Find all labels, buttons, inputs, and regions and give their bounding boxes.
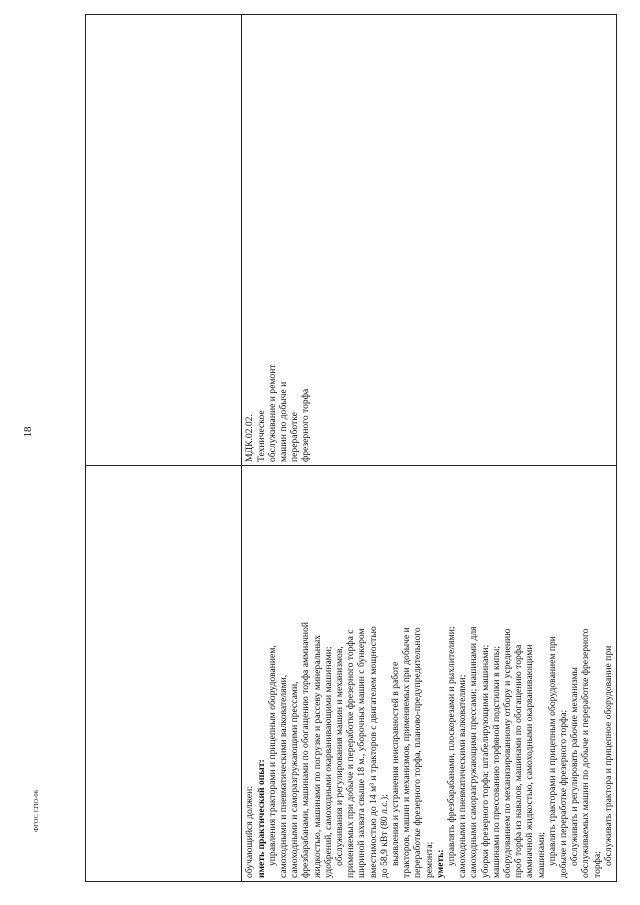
content-line: шириной захвата свыше 18 м., уборочных машин с бункером (356, 628, 368, 878)
cell-content (242, 466, 617, 882)
skills-heading: уметь: (434, 849, 446, 878)
content-line: до 58,9 кВт (80 л.с.); (378, 794, 390, 878)
content-line: оборудованием по механизированному отбору и усреднению (501, 628, 513, 878)
rotated-table-page (85, 14, 617, 882)
content-line: обслуживать и регулировать рабочие механизмы (569, 667, 581, 866)
cell-module (242, 15, 617, 466)
practice-heading: иметь практический опыт: (255, 759, 267, 878)
content-line: обслуживаемых машин по добыче и переработке фрезерного (580, 628, 592, 878)
lead-text: обучающийся должен: (244, 786, 256, 878)
content-line: жидкостью, машинами по погрузке и рассеву минеральных (311, 634, 323, 878)
cell-empty-top-right (86, 15, 242, 466)
content-line: переработке фрезерного торфа, планово-предупредительного (412, 627, 424, 878)
content-line: обслуживания и регулирования машин и механизмов, (333, 646, 345, 866)
content-line: применяемых при добыче и переработке фрезерного торфа с (345, 629, 357, 878)
table-row (86, 15, 242, 882)
content-line: уборки фрезерного торфа; штабелирующими машинами; (479, 644, 491, 878)
content-line: машинами; (535, 831, 547, 878)
page-number: 18 (22, 426, 34, 438)
practice-list (267, 469, 435, 878)
table-row (242, 15, 617, 882)
cell-empty-top (86, 466, 242, 882)
content-line: торфа; (591, 851, 603, 878)
module-title-line: фрезерного торфа (300, 388, 312, 462)
content-line: самоходными и пневматическими валкователями, (277, 674, 289, 878)
skills-list (446, 469, 614, 878)
module-title-line: Техническое (255, 410, 267, 462)
competency-table (85, 14, 617, 882)
module-title-line: обслуживание и ремонт (266, 364, 278, 462)
module-title (256, 18, 312, 462)
content-line: тракторов, машин и механизмов, применяемых при добыче и (401, 627, 413, 878)
content-line: ремонта; (423, 841, 435, 878)
content-line: фрезбарабанами, машинами по обогащению торфа аммиачной (300, 622, 312, 878)
content-line: управлять тракторами и прицепным оборудованием при (546, 636, 558, 866)
content-line: самоходными и пневматическими валкователями; (457, 674, 469, 878)
content-line: проб торфа из навалов, машинами по обогащению торфа (513, 644, 525, 878)
footer-code: ФГОС СПО-06 (33, 790, 40, 832)
content-line: управлять фрезбарабанами, плоскорезами и рыхлителями; (445, 626, 457, 866)
content-line: аммиачной жидкостью, самоходными окарванивающими (524, 644, 536, 878)
content-line: выявления и устранения неисправностей в работе (389, 661, 401, 866)
module-code: МДК.02.02. (244, 414, 256, 462)
content-line: удобрений, самоходными окарванивающими машинами; (322, 646, 334, 878)
module-title-line: переработке (289, 412, 301, 462)
content-line: самоходными и саморазгружающими прессами, (289, 681, 301, 878)
content-line: вместимостью до 14 м³ и тракторов с двигателем мощностью (367, 626, 379, 878)
content-line: добыче и переработке фрезерного торфа; (557, 709, 569, 878)
content-line: самоходными саморазгружающими прессами; машинами для (468, 626, 480, 878)
content-line: управления тракторами и прицепным оборудованием, (266, 645, 278, 866)
content-line: обслуживать трактора и прицепное оборудование при (602, 645, 614, 866)
module-title-line: машин по добыче и (277, 381, 289, 462)
content-line: машинами по прессованию торфяной подстилки в кипы; (490, 645, 502, 878)
